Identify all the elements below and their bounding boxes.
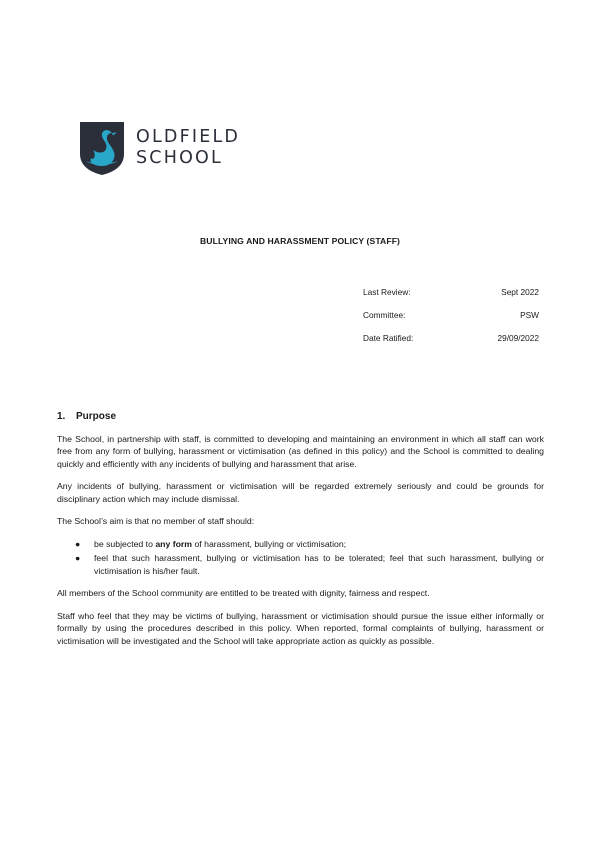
meta-value: PSW xyxy=(520,310,539,320)
section-purpose xyxy=(57,411,544,657)
school-name-line1: OLDFIELD xyxy=(136,127,241,147)
meta-label: Last Review: xyxy=(363,287,411,297)
list-item xyxy=(57,538,544,551)
paragraph: The School’s aim is that no member of staff should: xyxy=(57,516,255,526)
review-details xyxy=(363,287,539,356)
paragraph: Staff who feel that they may be victims of bullying, harassment or victimisation should pursue the issue either informally or formally by using the procedures described in this policy. When reported, formal complaints of bullying, harassment or victimisation will be investigated and the School will take appropriate action as quickly as possible. xyxy=(57,610,544,646)
meta-row-date-ratified xyxy=(363,333,539,356)
meta-label: Committee: xyxy=(363,310,406,320)
bullet-icon: ● xyxy=(75,553,81,563)
section-title: Purpose xyxy=(76,411,117,422)
school-logo xyxy=(78,120,240,176)
paragraph: Any incidents of bullying, harassment or victimisation will be regarded extremely seriously and could be grounds for disciplinary action which may include dismissal. xyxy=(57,481,544,504)
meta-value: Sept 2022 xyxy=(501,287,539,297)
meta-value: 29/09/2022 xyxy=(497,333,539,343)
list-item-text-end: of harassment, bullying or victimisation; xyxy=(192,538,347,549)
school-name-line2: SCHOOL xyxy=(136,148,223,168)
meta-row-last-review xyxy=(363,287,539,310)
bullet-list xyxy=(57,538,544,578)
list-item-text-start: be subjected to xyxy=(94,538,156,549)
school-name xyxy=(136,127,240,169)
list-item-text: feel that such harassment, bullying or victimisation has to be tolerated; feel that such harassment, bullying or victimisation is his/her fault. xyxy=(94,553,544,576)
document-title: BULLYING AND HARASSMENT POLICY (STAFF) xyxy=(199,236,401,246)
paragraph: The School, in partnership with staff, is committed to developing and maintaining an environment in which all staff can work free from any form of bullying, harassment or victimisation (as defined in this policy) and the School is committed to dealing quickly and efficiently with any incidents of bullying and harassment that arise. xyxy=(57,433,544,469)
swan-shield-icon xyxy=(78,120,126,176)
section-heading xyxy=(57,411,544,424)
bullet-icon: ● xyxy=(75,538,81,549)
meta-row-committee xyxy=(363,310,539,333)
paragraph: All members of the School community are entitled to be treated with dignity, fairness and respect. xyxy=(57,588,430,598)
section-number: 1. xyxy=(57,411,66,422)
list-item xyxy=(57,552,544,577)
meta-label: Date Ratified: xyxy=(363,333,414,343)
list-item-emphasis: any form xyxy=(155,538,193,549)
